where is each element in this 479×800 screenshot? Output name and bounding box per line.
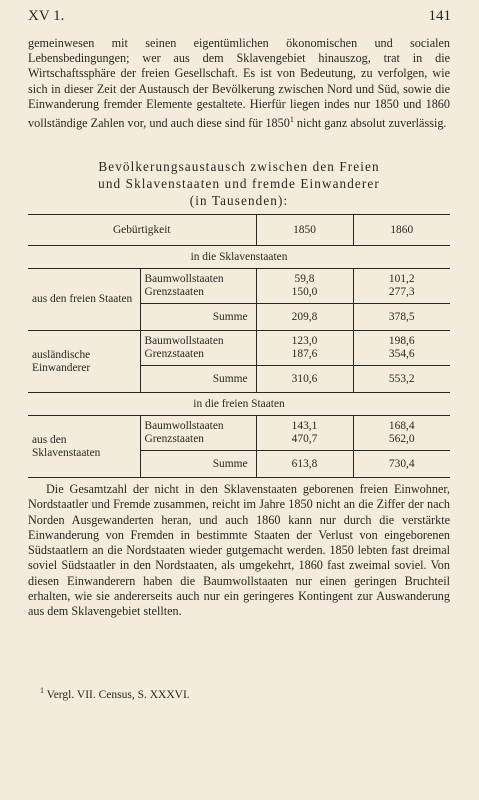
- sum-1850: 613,8: [256, 451, 353, 478]
- origin-cell: aus den Sklavenstaaten: [28, 416, 140, 478]
- footnote-reference: 1: [289, 115, 294, 125]
- header-1850: 1850: [256, 215, 353, 246]
- section-free-states: in die freien Staaten: [28, 393, 450, 416]
- sum-1860: 378,5: [353, 304, 450, 331]
- cell-value: 123,0: [291, 335, 318, 347]
- table-header-row: [28, 215, 450, 246]
- caption-line-3: (in Tausenden):: [189, 193, 289, 208]
- sum-label: Summe: [140, 304, 256, 331]
- body-paragraph: [28, 482, 450, 620]
- header-1860: 1860: [353, 215, 450, 246]
- state-labels: [140, 416, 256, 451]
- cell-value: 277,3: [388, 286, 415, 298]
- population-table: [28, 214, 450, 478]
- caption-line-1: Bevölkerungsaustausch zwischen den Freien: [98, 159, 380, 174]
- cell-value: 187,6: [291, 348, 318, 360]
- row-label: Baumwollstaaten: [144, 420, 224, 432]
- table-row: [28, 269, 450, 304]
- row-label: Grenzstaaten: [144, 286, 204, 298]
- values-1860: [353, 331, 450, 366]
- values-1860: [353, 269, 450, 304]
- values-1860: [353, 416, 450, 451]
- values-1850: [256, 331, 353, 366]
- page-number: 141: [428, 8, 451, 24]
- sum-1860: 730,4: [353, 451, 450, 478]
- cell-value: 150,0: [291, 286, 318, 298]
- cell-value: 354,6: [388, 348, 415, 360]
- intro-text: gemeinwesen mit seinen eigentümlichen ökonomischen und socialen Lebensbedingungen; wer aus dem Sklavengebiet hinauszog, trat in die Wirtschaftssphäre der freien Gesellschaft. Es ist von Bedeutung, zu verfolgen, wie sich in dieser Zeit der Austausch der Bevölkerung zwischen Nord und Süd, sowie die Einwanderung fremder Elemente gestaltete. Hierfür liegen indes nur 1850 und 1860 vollständige Zahlen vor, und auch diese sind für 1850: [28, 36, 450, 131]
- row-label: Baumwollstaaten: [144, 335, 224, 347]
- origin-cell: aus den freien Staaten: [28, 269, 140, 331]
- caption-line-2: und Sklavenstaaten und fremde Einwanderer: [98, 176, 380, 191]
- row-label: Grenzstaaten: [144, 348, 204, 360]
- origin-cell: ausländische Einwanderer: [28, 331, 140, 393]
- cell-value: 470,7: [291, 433, 318, 445]
- section-slave-states: in die Sklavenstaaten: [28, 246, 450, 269]
- sum-1850: 310,6: [256, 366, 353, 393]
- cell-value: 168,4: [388, 420, 415, 432]
- table-row: [28, 416, 450, 451]
- state-labels: [140, 269, 256, 304]
- sum-1860: 553,2: [353, 366, 450, 393]
- header-origin: Gebürtigkeit: [28, 215, 256, 246]
- cell-value: 59,8: [294, 273, 315, 285]
- intro-paragraph: [28, 36, 450, 131]
- table-row: [28, 331, 450, 366]
- sum-label: Summe: [140, 366, 256, 393]
- footnote-text: Vergl. VII. Census, S. XXXVI.: [46, 688, 190, 701]
- cell-value: 143,1: [291, 420, 318, 432]
- cell-value: 198,6: [388, 335, 415, 347]
- cell-value: 562,0: [388, 433, 415, 445]
- values-1850: [256, 416, 353, 451]
- footnote: [40, 686, 190, 701]
- sum-1850: 209,8: [256, 304, 353, 331]
- table-caption: [28, 158, 450, 209]
- section-row: [28, 246, 450, 269]
- section-row: [28, 393, 450, 416]
- body-text: Die Gesamtzahl der nicht in den Sklavenstaaten geborenen freien Einwohner, Nordstaatler und Fremde zusammen, reicht im Jahre 1850 nicht an die Ziffer der nach Norden Ausgewanderten heran, und auch 1860 kann nur durch die verstärkte Einwanderung von Fremden in bestimmte Staaten der Verlust von eingeborenen Südstaatlern an die Nordstaaten wieder gutgemacht werden. 1850 lebten fast dreimal soviel Südstaatler in den Nordstaaten, als umgekehrt, 1860 fast zweimal soviel. Von diesen Einwanderern haben die Baumwollstaaten nur einen geringen Bruchteil erhalten, wie sie andererseits auch nur ein geringeres Kontingent zur Auswanderung aus dem Sklavengebiet stellten.: [28, 482, 450, 619]
- chapter-marker: XV 1.: [28, 8, 65, 24]
- cell-value: 101,2: [388, 273, 415, 285]
- sum-label: Summe: [140, 451, 256, 478]
- state-labels: [140, 331, 256, 366]
- values-1850: [256, 269, 353, 304]
- intro-text-end: nicht ganz absolut zuverlässig.: [293, 116, 447, 131]
- row-label: Grenzstaaten: [144, 433, 204, 445]
- row-label: Baumwollstaaten: [144, 273, 224, 285]
- footnote-marker: 1: [40, 686, 44, 695]
- page-header: [28, 8, 451, 28]
